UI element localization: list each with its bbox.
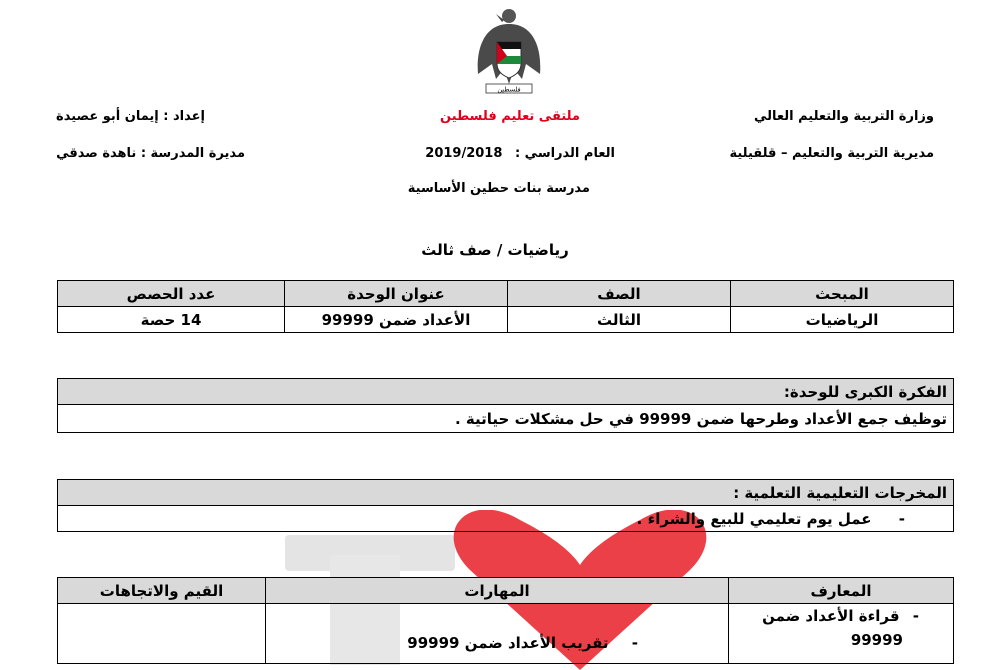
- knowledge-cell: [729, 604, 954, 664]
- directorate-name: مديرية التربية والتعليم – قلقيلية: [729, 146, 934, 161]
- big-idea-text: توظيف جمع الأعداد وطرحها ضمن 99999 في حل مشكلات حياتية .: [58, 405, 954, 433]
- year-label: العام الدراسي :: [514, 146, 615, 161]
- outcomes-item-text: عمل يوم تعليمي للبيع والشراء .: [636, 509, 872, 528]
- school-name: مدرسة بنات حطين الأساسية: [407, 181, 590, 196]
- palestine-emblem-icon: [474, 4, 544, 99]
- header-unit-title: عنوان الوحدة: [285, 281, 508, 307]
- outcomes-table: [57, 479, 954, 532]
- knowledge-dash: -: [912, 607, 919, 625]
- knowledge-line-2: 99999: [850, 631, 903, 649]
- prepared-by: إعداد : إيمان أبو عصيدة: [56, 109, 205, 124]
- academic-year: [425, 146, 615, 161]
- skills-cell: [266, 604, 729, 664]
- header-knowledge: المعارف: [729, 578, 954, 604]
- unit-info-table: [57, 280, 954, 333]
- value-grade: الثالث: [508, 307, 731, 333]
- big-idea-table: [57, 378, 954, 433]
- header-subject: المبحث: [731, 281, 954, 307]
- outcomes-title: المخرجات التعليمية التعلمية :: [58, 480, 954, 506]
- values-cell: [58, 604, 266, 664]
- skills-item: تقريب الأعداد ضمن 99999: [407, 634, 609, 652]
- forum-name: ملتقى تعليم فلسطين: [440, 109, 580, 124]
- emblem-text: فلسطين: [497, 85, 521, 94]
- value-unit-title: الأعداد ضمن 99999: [285, 307, 508, 333]
- year-value: 2019/2018: [425, 146, 503, 161]
- outcomes-dash: -: [898, 509, 905, 528]
- value-lesson-count: 14 حصة: [58, 307, 285, 333]
- outcomes-item: [58, 506, 954, 532]
- skills-dash: -: [631, 634, 638, 652]
- knowledge-line-1: قراءة الأعداد ضمن: [762, 607, 900, 625]
- value-subject: الرياضيات: [731, 307, 954, 333]
- ministry-name: وزارة التربية والتعليم العالي: [753, 109, 934, 124]
- knowledge-skills-table: [57, 577, 954, 664]
- subject-title: رياضيات / صف ثالث: [421, 241, 569, 259]
- header-grade: الصف: [508, 281, 731, 307]
- big-idea-title: الفكرة الكبرى للوحدة:: [58, 379, 954, 405]
- header-lesson-count: عدد الحصص: [58, 281, 285, 307]
- header-values: القيم والاتجاهات: [58, 578, 266, 604]
- header-skills: المهارات: [266, 578, 729, 604]
- principal-name: مديرة المدرسة : ناهدة صدقي: [56, 146, 245, 161]
